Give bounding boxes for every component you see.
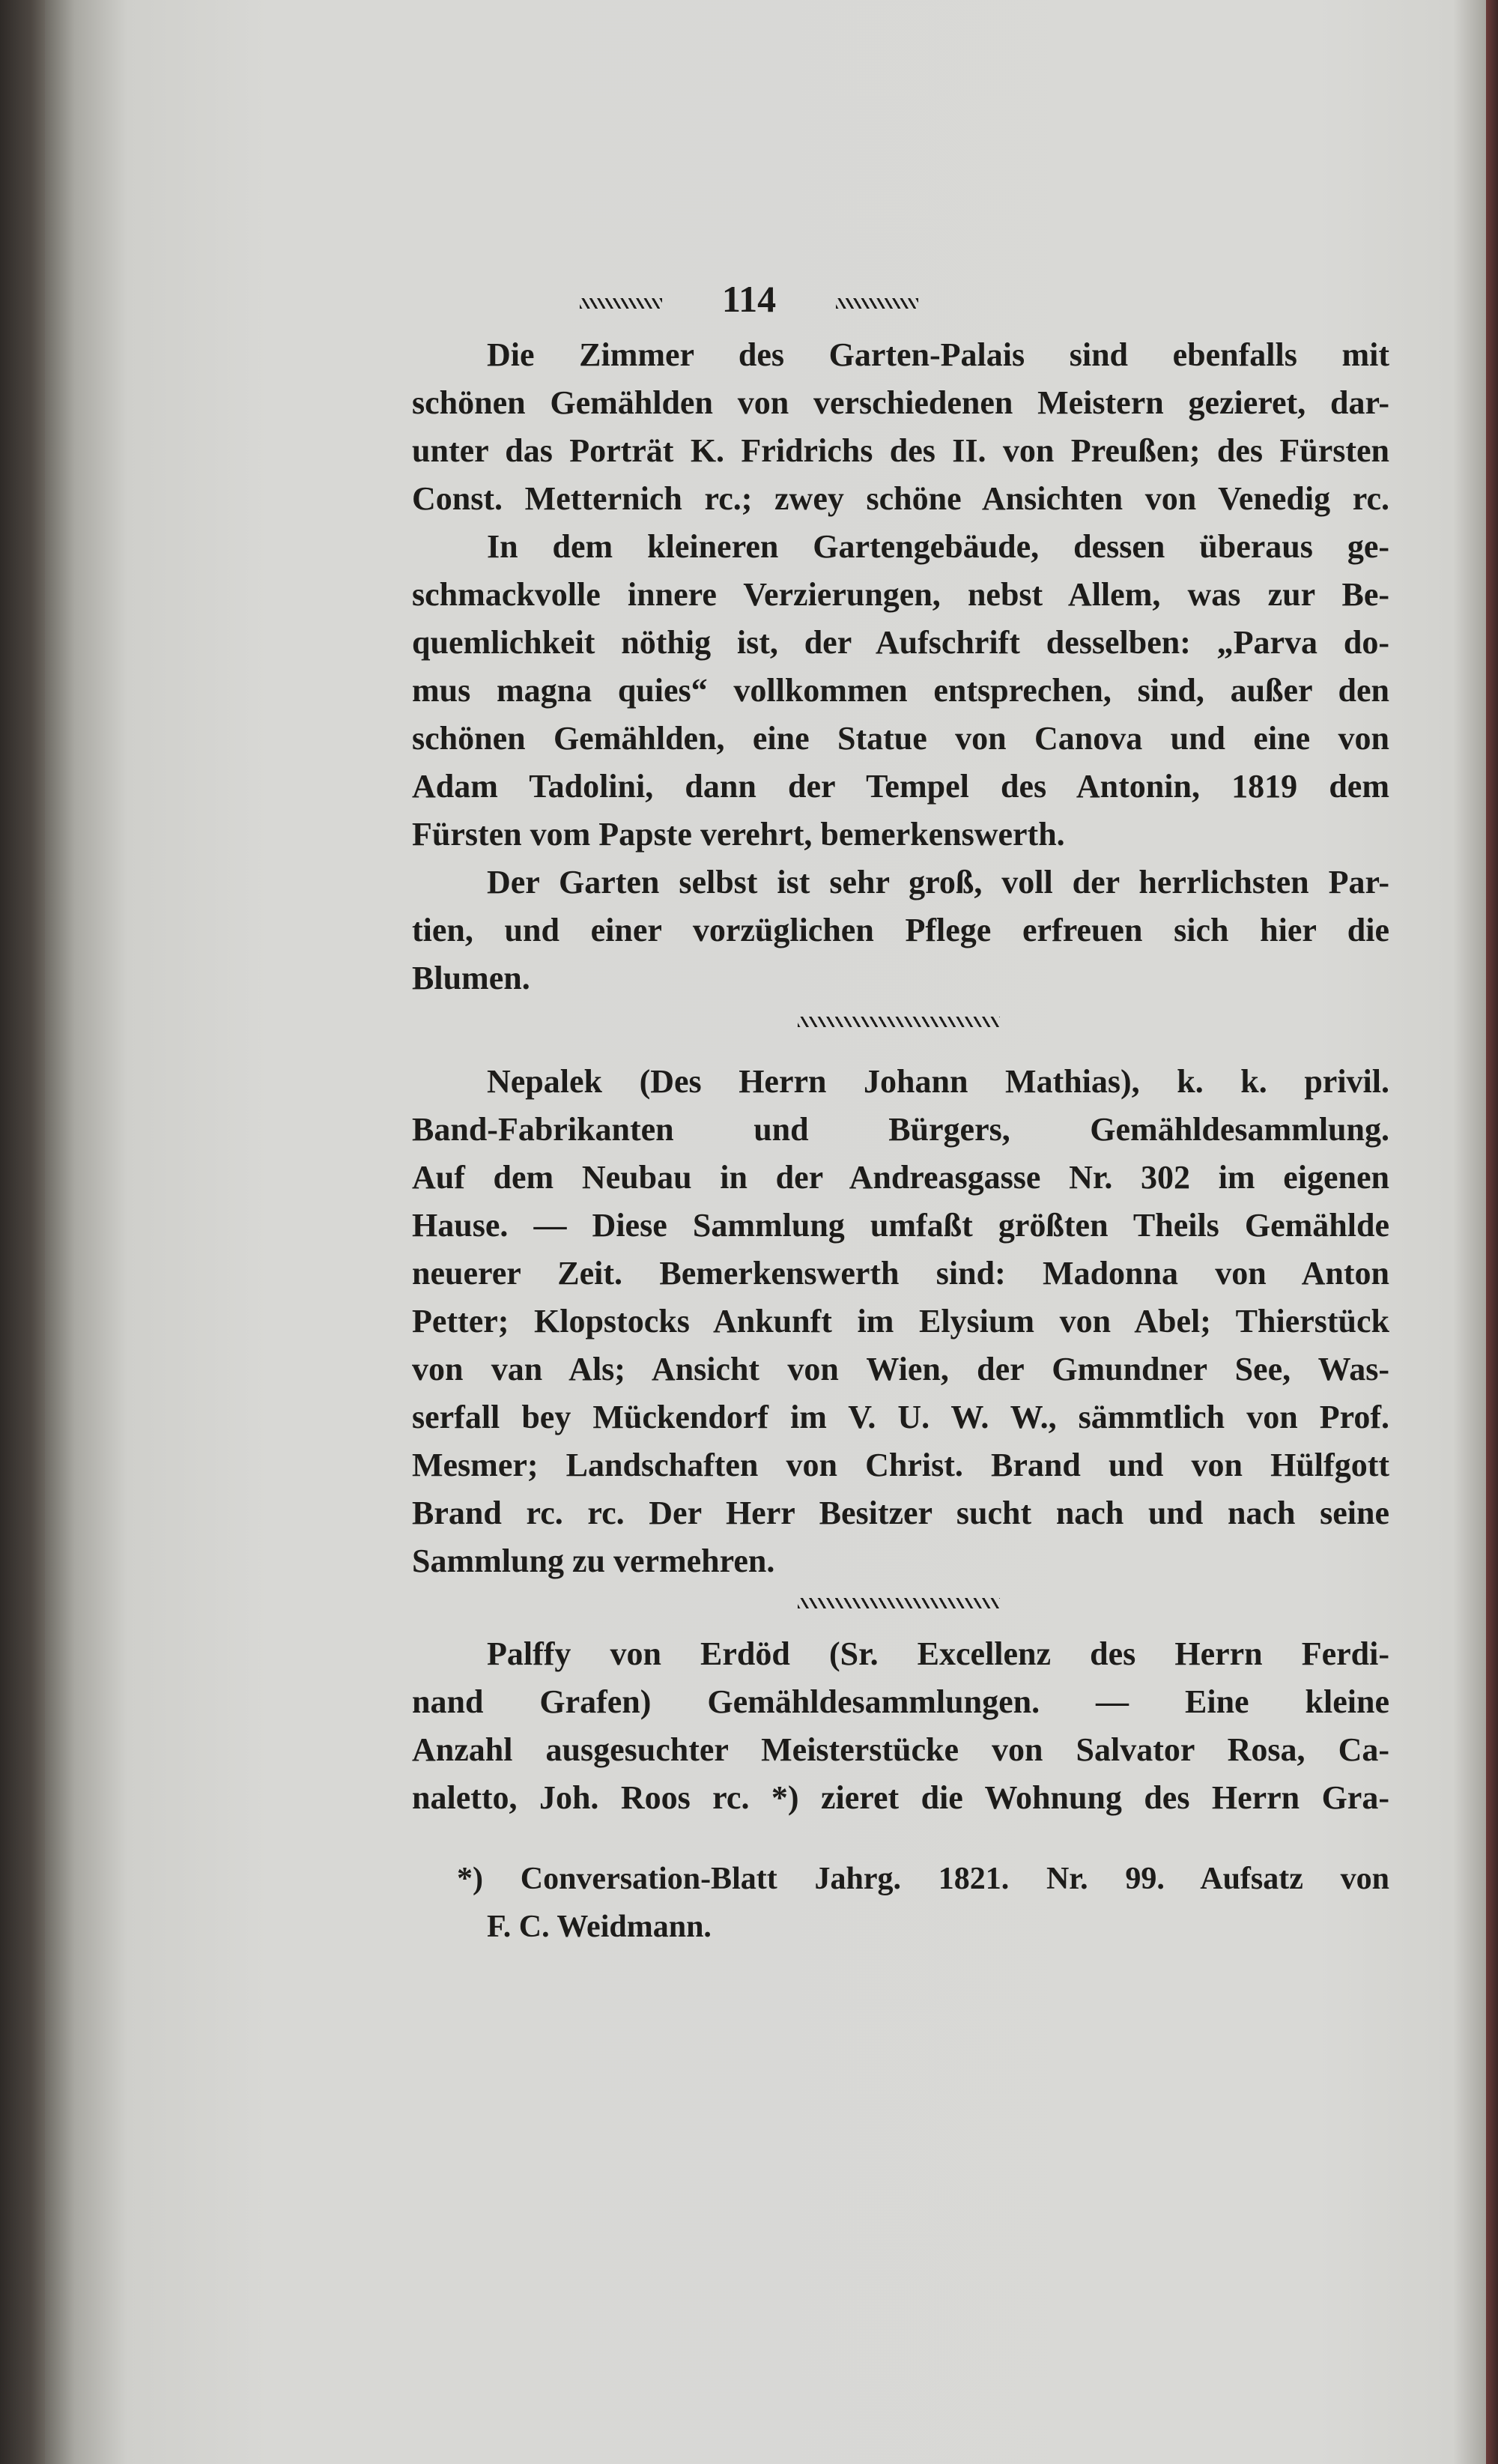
page-number: 114 <box>721 278 777 320</box>
text-line: schönen Gemählden von verschiedenen Meistern gezieret, dar- <box>412 384 1389 421</box>
text-line: Fürsten vom Papste verehrt, bemerkenswerth. <box>412 816 1065 853</box>
text-line: In dem kleineren Gartengebäude, dessen überaus ge- <box>487 528 1389 565</box>
text-line: neuerer Zeit. Bemerkenswerth sind: Madonna von Anton <box>412 1255 1389 1292</box>
text-line: von van Als; Ansicht von Wien, der Gmundner See, Was- <box>412 1351 1389 1387</box>
section-divider <box>798 1598 1000 1608</box>
text-line: quemlichkeit nöthig ist, der Aufschrift desselben: „Parva do- <box>412 624 1389 661</box>
entry-nepalek <box>412 1058 1389 1585</box>
text-line: Palffy von Erdöd (Sr. Excellenz des Herrn Ferdi- <box>487 1635 1389 1672</box>
text-line: Die Zimmer des Garten-Palais sind ebenfalls mit <box>487 336 1389 373</box>
entry-palffy <box>412 1630 1389 1822</box>
paragraph-garten-palais <box>412 331 1389 523</box>
page-edge <box>1486 0 1498 2464</box>
text-line: Adam Tadolini, dann der Tempel des Antonin, 1819 dem <box>412 768 1389 805</box>
text-line: Band-Fabrikanten und Bürgers, Gemähldesammlung. <box>412 1111 1389 1148</box>
text-line: schönen Gemählden, eine Statue von Canova und eine von <box>412 720 1389 757</box>
paragraph-gartengebaeude <box>412 523 1389 859</box>
page-header <box>0 277 1498 321</box>
ornament-left <box>580 298 662 309</box>
text-line: schmackvolle innere Verzierungen, nebst Allem, was zur Be- <box>412 576 1389 613</box>
ornament-right <box>836 298 918 309</box>
footnote <box>412 1855 1389 1951</box>
text-line: Anzahl ausgesuchter Meisterstücke von Salvator Rosa, Ca- <box>412 1731 1389 1768</box>
paragraph-garten <box>412 859 1389 1002</box>
text-line: Petter; Klopstocks Ankunft im Elysium von Abel; Thierstück <box>412 1303 1389 1340</box>
text-line: Blumen. <box>412 960 530 996</box>
text-line: Hause. — Diese Sammlung umfaßt größten Theils Gemählde <box>412 1207 1389 1244</box>
text-line: Auf dem Neubau in der Andreasgasse Nr. 302 im eigenen <box>412 1159 1389 1196</box>
text-line: Der Garten selbst ist sehr groß, voll der herrlichsten Par- <box>487 864 1389 900</box>
footnote-line: F. C. Weidmann. <box>487 1910 712 1944</box>
text-line: Nepalek (Des Herrn Johann Mathias), k. k. privil. <box>487 1063 1389 1100</box>
footnote-line: *) Conversation-Blatt Jahrg. 1821. Nr. 99. Aufsatz von <box>457 1862 1389 1896</box>
text-line: naletto, Joh. Roos rc. *) zieret die Wohnung des Herrn Gra- <box>412 1779 1389 1816</box>
text-line: Sammlung zu vermehren. <box>412 1543 775 1579</box>
section-divider <box>798 1017 1000 1027</box>
book-spine <box>0 0 45 2464</box>
text-line: nand Grafen) Gemähldesammlungen. — Eine kleine <box>412 1683 1389 1720</box>
text-line: Mesmer; Landschaften von Christ. Brand und von Hülfgott <box>412 1447 1389 1483</box>
text-line: unter das Porträt K. Fridrichs des II. von Preußen; des Fürsten <box>412 432 1389 469</box>
text-line: tien, und einer vorzüglichen Pflege erfreuen sich hier die <box>412 912 1389 948</box>
text-line: mus magna quies“ vollkommen entsprechen, sind, außer den <box>412 672 1389 709</box>
text-line: serfall bey Mückendorf im V. U. W. W., sämmtlich von Prof. <box>412 1399 1389 1435</box>
text-line: Const. Metternich rc.; zwey schöne Ansichten von Venedig rc. <box>412 480 1389 517</box>
text-line: Brand rc. rc. Der Herr Besitzer sucht nach und nach seine <box>412 1495 1389 1531</box>
